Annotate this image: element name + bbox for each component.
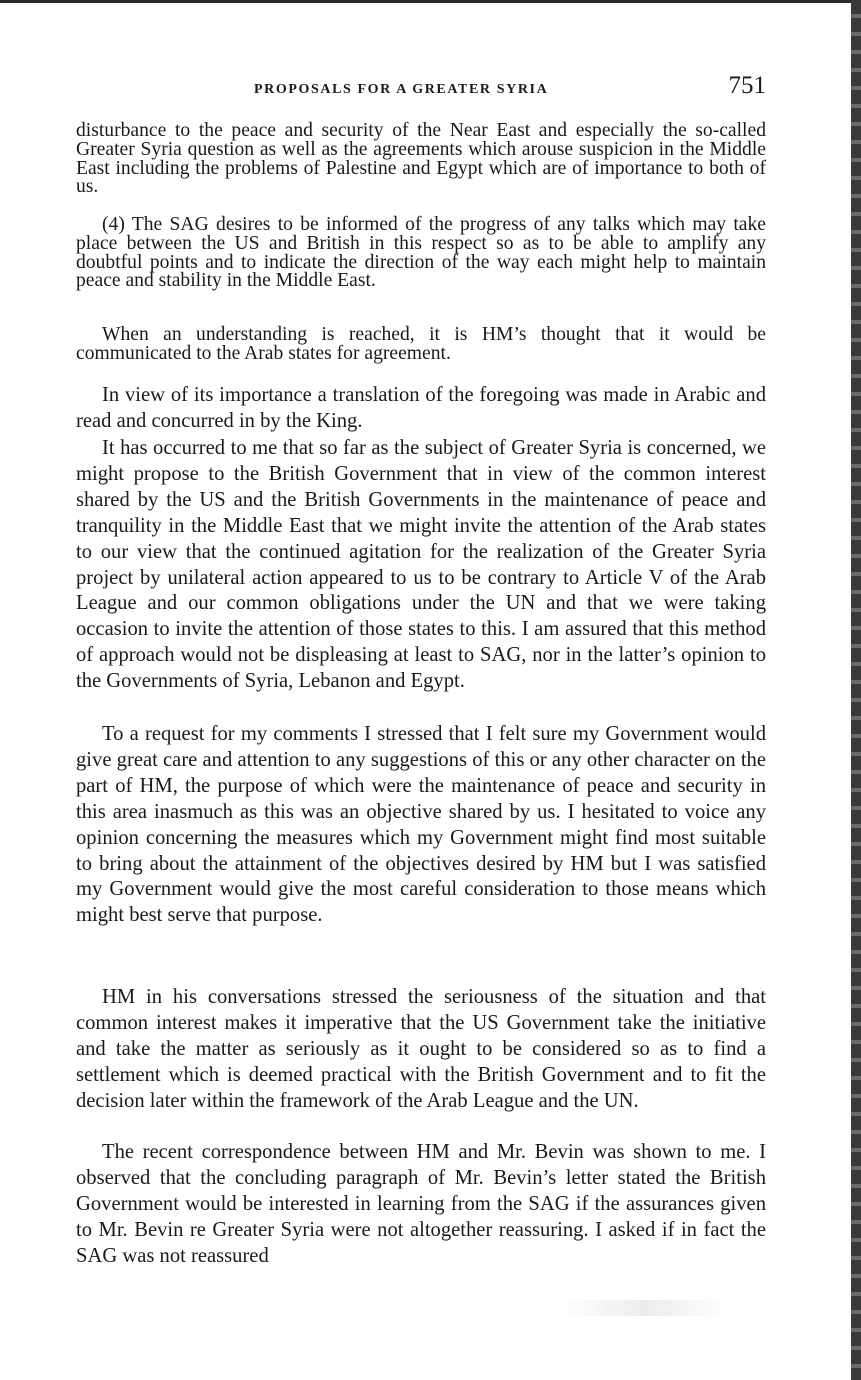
body-paragraph-5: The recent correspondence between HM and Mr. Bevin was shown to me. I observed that the concluding paragraph of Mr. Bevin’s letter stated the British Government would be interested in learning from the SAG if the assurances given to Mr. Bevin re Greater Syria were not altogether reassuring. I asked if in fact the SAG was not reassured	[76, 1141, 766, 1267]
body-paragraph-1: In view of its importance a translation of the foregoing was made in Arabic and read and concurred in by the King.	[76, 384, 766, 432]
running-header	[76, 72, 766, 108]
top-edge-rule	[0, 0, 861, 3]
body-paragraph-2: It has occurred to me that so far as the subject of Greater Syria is concerned, we might propose to the British Government that in view of the common interest shared by the US and the British Governments in the maintenance of peace and tranquility in the Middle East that we might invite the attention of the Arab states to our view that the continued agitation for the realization of the Greater Syria project by unilateral action appeared to us to be contrary to Article V of the Arab League and our common obligations under the UN and that we were taking occasion to invite the attention of those states to this. I am assured that this method of approach would not be displeasing at least to SAG, nor in the latter’s opinion to the Governments of Syria, Lebanon and Egypt.	[76, 437, 766, 693]
quoted-paragraph-3: When an understanding is reached, it is HM’s thought that it would be communicated to the Arab states for agreement.	[76, 324, 766, 364]
scan-smudge	[560, 1300, 730, 1316]
quoted-paragraph-2: (4) The SAG desires to be informed of the progress of any talks which may take place between the US and British in this respect so as to be able to amplify any doubtful points and to indicate the direction of the way each might help to maintain peace and stability in the Middle East.	[76, 214, 766, 292]
quoted-paragraph-1: disturbance to the peace and security of the Near East and especially the so-called Greater Syria question as well as the agreements which arouse suspicion in the Middle East including the problems of Palestine and Egypt which are of importance to both of us.	[76, 120, 766, 198]
scanned-page-edge	[851, 0, 861, 1380]
body-paragraph-3: To a request for my comments I stressed that I felt sure my Government would give great care and attention to any suggestions of this or any other character on the part of HM, the purpose of which were the maintenance of peace and security in this area inasmuch as this was an objective shared by us. I hesitated to voice any opinion concerning the measures which my Government might find most suitable to bring about the attainment of the objectives desired by HM but I was satisfied my Government would give the most careful consideration to those means which might best serve that purpose.	[76, 723, 766, 927]
running-title: PROPOSALS FOR A GREATER SYRIA	[254, 82, 549, 97]
body-paragraph-4: HM in his conversations stressed the seriousness of the situation and that common interest makes it imperative that the US Government take the initiative and take the matter as seriously as it ought to be considered so as to find a settlement which is deemed practical with the British Government and to fit the decision later within the framework of the Arab League and the UN.	[76, 986, 766, 1112]
page-number: 751	[728, 72, 766, 99]
